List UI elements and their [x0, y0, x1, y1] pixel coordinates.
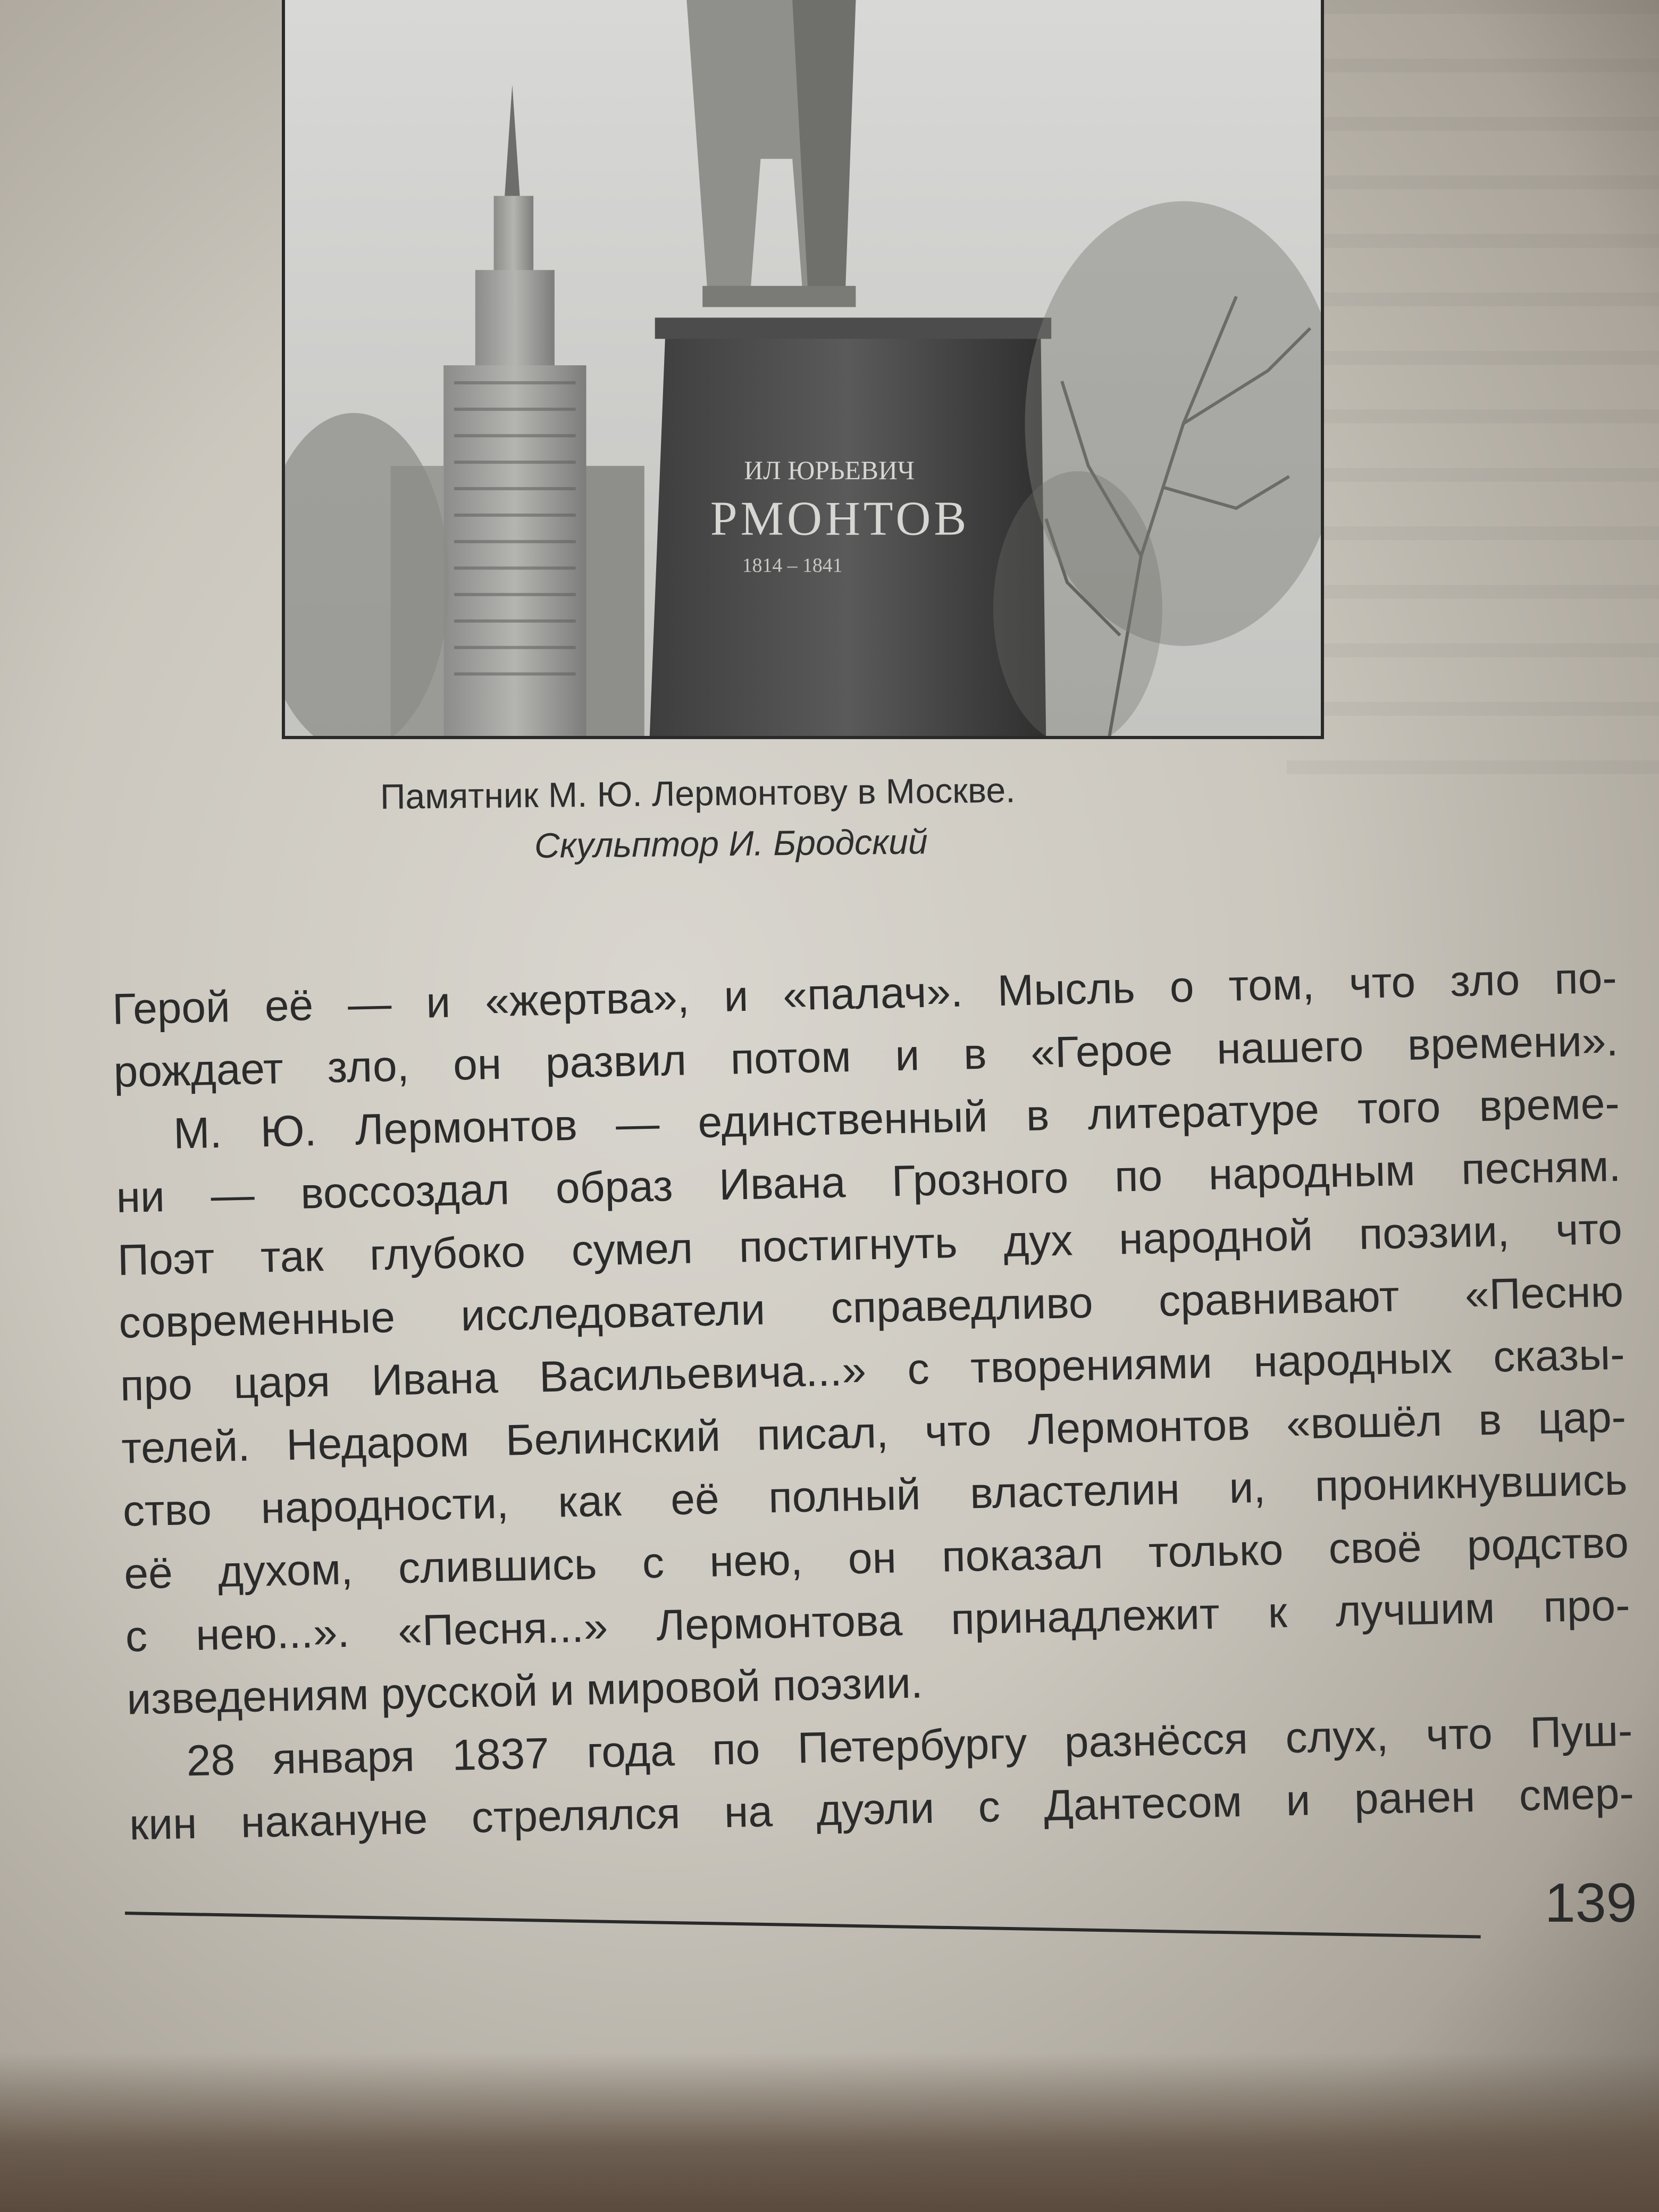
page-number: 139: [1545, 1872, 1637, 1934]
body-text: [112, 947, 1635, 1857]
page-edge-shadow: [0, 2052, 1659, 2212]
text-line: ство народности, как её полный властелин и, проникнувшись: [122, 1455, 1628, 1536]
text-line: про царя Ивана Васильевича...» с творениями народных сказы-: [120, 1330, 1626, 1410]
text-line: её духом, слившись с нею, он показал только своё родство: [123, 1518, 1629, 1598]
text-line: М. Ю. Лермонтов — единственный в литературе того време-: [173, 1079, 1620, 1158]
text-line: ни — воссоздал образ Ивана Грозного по народным песням.: [115, 1142, 1621, 1222]
text-line: Поэт так глубоко сумел постигнуть дух народной поэзии, что: [117, 1204, 1623, 1285]
text-line: Герой её — и «жертва», и «палач». Мысль о том, что зло по-: [112, 953, 1618, 1034]
monument-photo: [282, 0, 1324, 739]
caption-sculptor: Скульптор И. Бродский: [534, 822, 928, 865]
text-line: рождает зло, он развил потом и в «Герое нашего времени».: [113, 1016, 1619, 1096]
monument-photo-drawing: [285, 0, 1321, 736]
caption-title: Памятник М. Ю. Лермонтову в Москве.: [380, 770, 1016, 816]
text-line: телей. Недаром Белинский писал, что Лермонтов «вошёл в цар-: [121, 1393, 1627, 1473]
text-line: современные исследователи справедливо сравнивают «Песню: [118, 1267, 1624, 1347]
text-line: с нею...». «Песня...» Лермонтова принадлежит к лучшим про-: [124, 1581, 1631, 1661]
text-line: кин накануне стрелялся на дуэли с Дантесом и ранен смер-: [129, 1769, 1635, 1849]
pedestal: [650, 317, 1051, 736]
text-line: изведениям русской и мировой поэзии.: [126, 1658, 924, 1724]
text-line: 28 января 1837 года по Петербургу разнёсся слух, что Пуш-: [186, 1706, 1633, 1786]
pedestal-inscription-2: РМОНТОВ: [710, 491, 970, 546]
show-through-text: [1287, 0, 1659, 798]
pedestal-inscription-1: ИЛ ЮРЬЕВИЧ: [744, 456, 915, 485]
pedestal-inscription-3: 1814 – 1841: [742, 554, 843, 577]
